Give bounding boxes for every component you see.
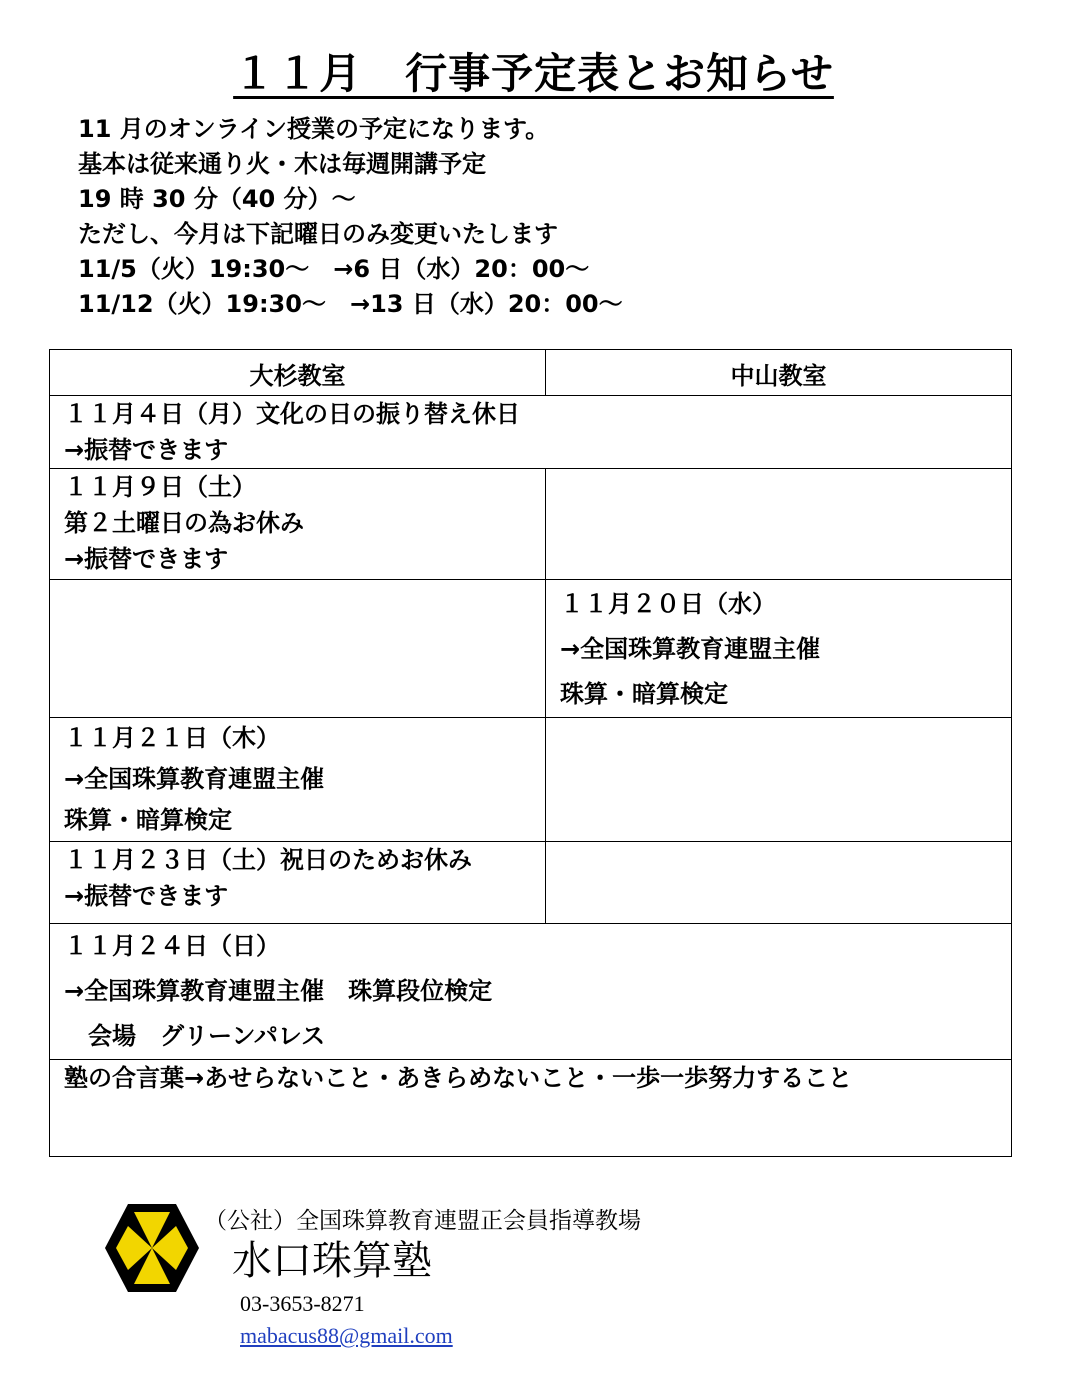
intro-line: 11/5（火）19:30～ →6 日（水）20：00～ — [78, 255, 590, 283]
table-row — [50, 469, 1012, 580]
table-row — [50, 842, 1012, 924]
schedule-cell-nakayama — [546, 469, 1012, 580]
cell-line: →振替できます — [64, 545, 229, 573]
table-row — [50, 1060, 1012, 1157]
school-name: 水口珠算塾 — [232, 1238, 432, 1284]
header-nakayama: 中山教室 — [546, 350, 1012, 396]
cell-line: →全国珠算教育連盟主催 — [560, 635, 821, 663]
table-row — [50, 924, 1012, 1060]
intro-line: 基本は従来通り火・木は毎週開講予定 — [78, 150, 486, 178]
schedule-cell-nakayama — [546, 718, 1012, 842]
cell-line: １１月２３日（土）祝日のためお休み — [64, 846, 472, 874]
cell-line: １１月９日（土） — [64, 473, 256, 501]
schedule-cell — [50, 924, 1012, 1060]
page-title: １１月 行事予定表とお知らせ — [233, 49, 834, 98]
phone-number: 03-3653-8271 — [240, 1291, 365, 1316]
schedule-cell-osugi — [50, 580, 546, 718]
cell-line: →全国珠算教育連盟主催 珠算段位検定 — [64, 977, 493, 1005]
cell-line: １１月２０日（水） — [560, 590, 776, 618]
motto-cell — [50, 1060, 1012, 1157]
table-row — [50, 718, 1012, 842]
email-link[interactable]: mabacus88@gmail.com — [240, 1323, 453, 1348]
header-osugi: 大杉教室 — [50, 350, 546, 396]
cell-line: 珠算・暗算検定 — [64, 806, 232, 834]
schedule-cell-osugi — [50, 718, 546, 842]
schedule-cell-osugi — [50, 842, 546, 924]
abacus-hexagon-logo-icon — [104, 1202, 200, 1294]
intro-line: 19 時 30 分（40 分）～ — [78, 185, 356, 213]
schedule-cell-osugi — [50, 469, 546, 580]
cell-line: 会場 グリーンパレス — [64, 1022, 326, 1050]
cell-line: １１月２１日（木） — [64, 724, 280, 752]
cell-line: 珠算・暗算検定 — [560, 680, 728, 708]
cell-line: １１月２４日（日） — [64, 932, 280, 960]
organization-label: （公社）全国珠算教育連盟正会員指導教場 — [204, 1208, 641, 1234]
cell-line: →振替できます — [64, 882, 229, 910]
table-row — [50, 396, 1012, 469]
motto-text: 塾の合言葉→あせらないこと・あきらめないこと・一歩一歩努力すること — [64, 1064, 853, 1092]
cell-line: →全国珠算教育連盟主催 — [64, 765, 325, 793]
schedule-cell-nakayama — [546, 580, 1012, 718]
intro-block — [78, 112, 978, 322]
schedule-cell-nakayama — [546, 842, 1012, 924]
cell-line: １１月４日（月）文化の日の振り替え休日 — [64, 400, 520, 428]
intro-line: 11 月のオンライン授業の予定になります。 — [78, 115, 550, 143]
intro-line: 11/12（火）19:30～ →13 日（水）20：00～ — [78, 290, 623, 318]
intro-line: ただし、今月は下記曜日のみ変更いたします — [78, 220, 558, 248]
table-row — [50, 580, 1012, 718]
table-header-row — [50, 350, 1012, 396]
cell-line: →振替できます — [64, 436, 229, 464]
cell-line: 第２土曜日の為お休み — [64, 509, 304, 537]
schedule-cell — [50, 396, 1012, 469]
schedule-table — [49, 349, 1012, 1157]
